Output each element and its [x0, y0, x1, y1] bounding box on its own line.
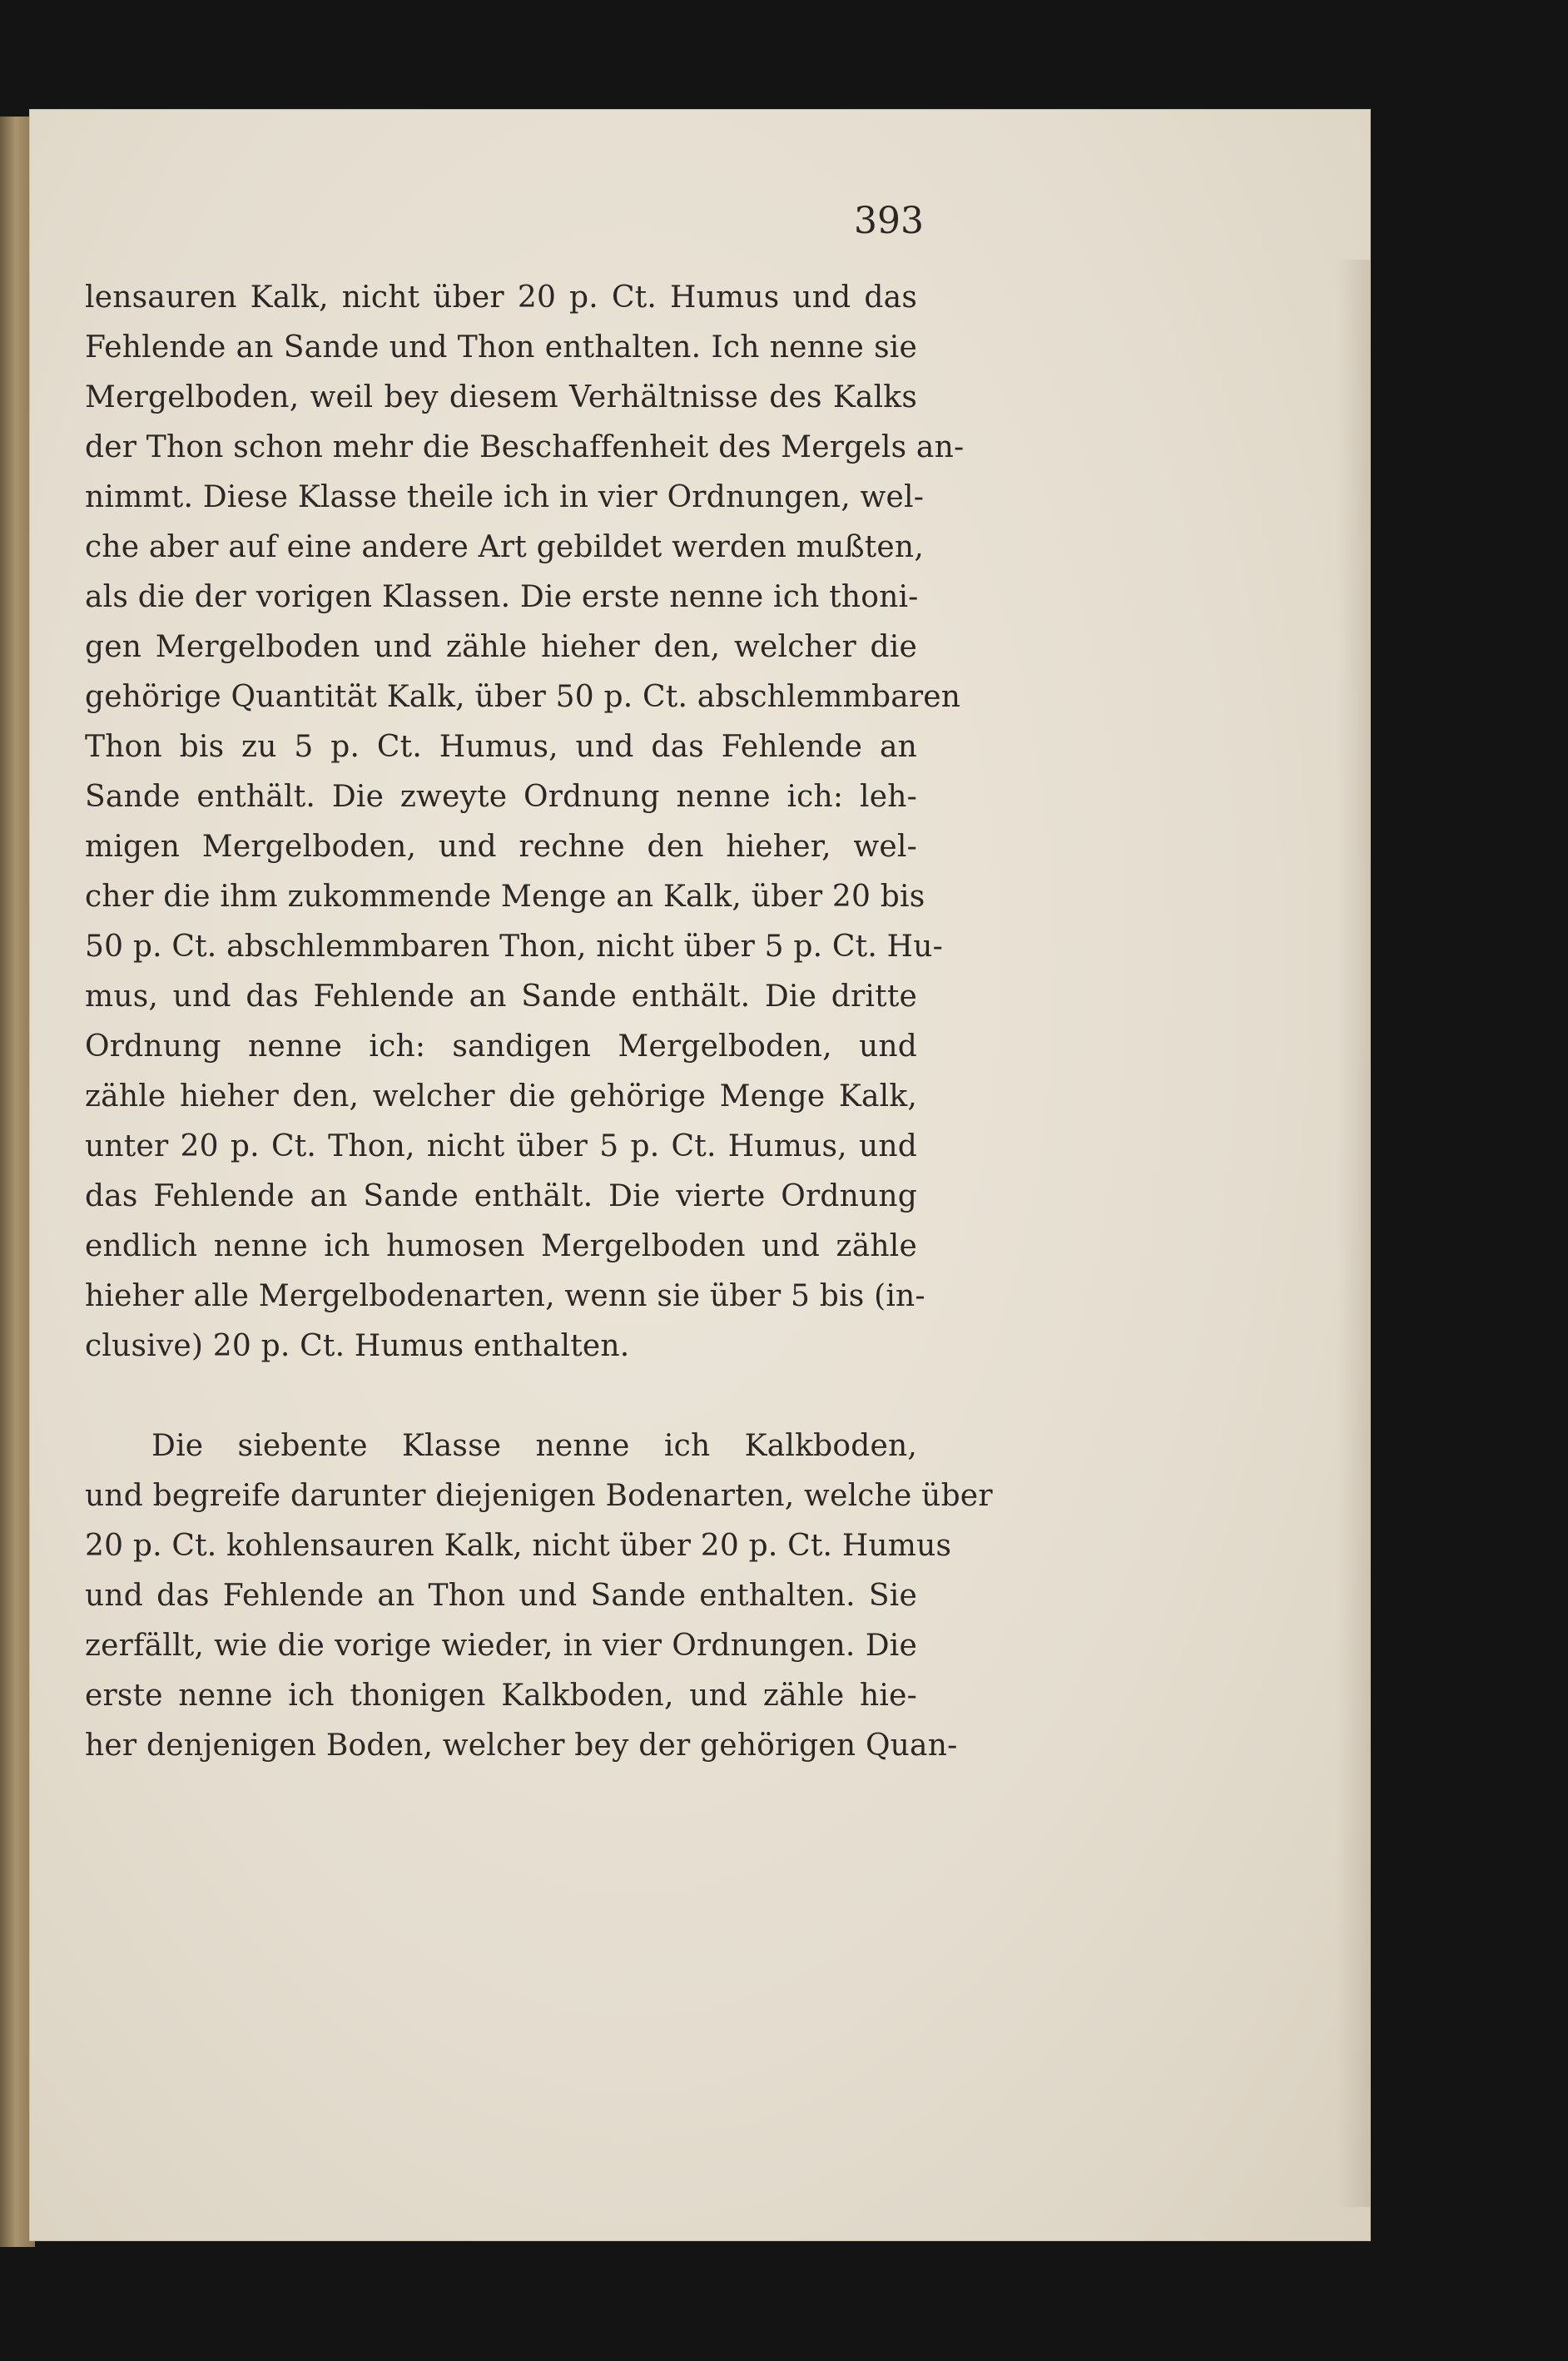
- text-line: 20 p. Ct. kohlensauren Kalk, nicht über 20 p. Ct. Humus: [85, 1529, 952, 1563]
- text-line: unter 20 p. Ct. Thon, nicht über 5 p. Ct. Humus, und: [85, 1129, 917, 1163]
- text-line: und das Fehlende an Thon und Sande enthalten. Sie: [85, 1579, 917, 1613]
- paragraph-2: [85, 1421, 993, 1771]
- paragraph-1: [85, 273, 965, 1371]
- text-line: als die der vorigen Klassen. Die erste nenne ich thoni-: [85, 580, 919, 614]
- text-line: nimmt. Diese Klasse theile ich in vier Ordnungen, wel-: [85, 480, 925, 514]
- text-line: mus, und das Fehlende an Sande enthält. Die dritte: [85, 980, 917, 1014]
- text-line: gehörige Quantität Kalk, über 50 p. Ct. abschlemmbaren: [85, 680, 961, 714]
- text-line: der Thon schon mehr die Beschaffenheit des Mergels an-: [85, 430, 965, 464]
- text-line: Die siebente Klasse nenne ich Kalkboden,: [151, 1429, 917, 1463]
- text-line: Sande enthält. Die zweyte Ordnung nenne ich: leh-: [85, 780, 917, 814]
- text-line: zähle hieher den, welcher die gehörige Menge Kalk,: [85, 1079, 917, 1114]
- text-line: gen Mergelboden und zähle hieher den, welcher die: [85, 630, 917, 664]
- body-text: [85, 273, 993, 1771]
- text-line: lensauren Kalk, nicht über 20 p. Ct. Humus und das: [85, 280, 917, 315]
- text-line: Thon bis zu 5 p. Ct. Humus, und das Fehlende an: [85, 730, 917, 764]
- text-line: migen Mergelboden, und rechne den hieher, wel-: [85, 830, 917, 864]
- text-line: zerfällt, wie die vorige wieder, in vier Ordnungen. Die: [85, 1629, 917, 1663]
- text-line: Ordnung nenne ich: sandigen Mergelboden, und: [85, 1029, 917, 1064]
- text-line: che aber auf eine andere Art gebildet werden mußten,: [85, 530, 924, 564]
- page-number: 393: [854, 200, 924, 242]
- text-line: endlich nenne ich humosen Mergelboden und zähle: [85, 1229, 917, 1263]
- text-line: Fehlende an Sande und Thon enthalten. Ich nenne sie: [85, 330, 917, 365]
- page-edge-shadow: [1337, 260, 1370, 2207]
- text-line: Mergelboden, weil bey diesem Verhältnisse des Kalks: [85, 380, 917, 414]
- text-line: her denjenigen Boden, welcher bey der gehörigen Quan-: [85, 1729, 958, 1763]
- text-line: erste nenne ich thonigen Kalkboden, und zähle hie-: [85, 1679, 917, 1713]
- text-line: das Fehlende an Sande enthält. Die vierte Ordnung: [85, 1179, 917, 1213]
- text-line: clusive) 20 p. Ct. Humus enthalten.: [85, 1329, 630, 1363]
- text-line: und begreife darunter diejenigen Bodenarten, welche über: [85, 1479, 993, 1513]
- text-line: 50 p. Ct. abschlemmbaren Thon, nicht über 5 p. Ct. Hu-: [85, 930, 943, 964]
- text-line: cher die ihm zukommende Menge an Kalk, über 20 bis: [85, 880, 925, 914]
- text-line: hieher alle Mergelbodenarten, wenn sie über 5 bis (in-: [85, 1279, 925, 1313]
